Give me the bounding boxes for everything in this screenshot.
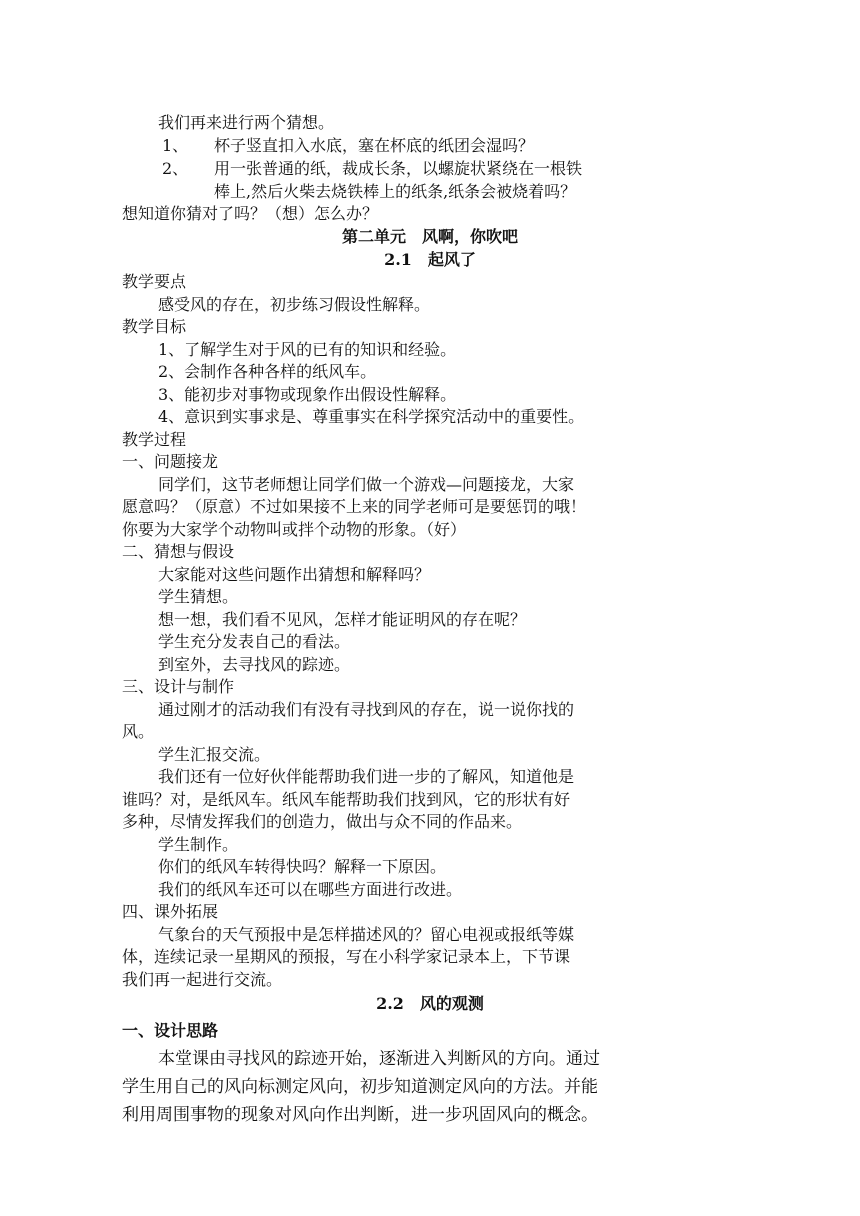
paragraph-line: 同学们，这节老师想让同学们做一个游戏—问题接龙，大家 (158, 475, 575, 494)
intro-line: 想知道你猜对了吗？（想）怎么办？ (122, 204, 379, 223)
goal-item: 1、了解学生对于风的已有的知识和经验。 (158, 340, 457, 359)
section-heading: 教学目标 (122, 317, 187, 336)
paragraph-line: 感受风的存在，初步练习假设性解释。 (158, 295, 431, 314)
goal-item: 4、意识到实事求是、尊重事实在科学探究活动中的重要性。 (158, 407, 585, 426)
question-text-continued: 棒上,然后火柴去烧铁棒上的纸条,纸条会被烧着吗？ (214, 182, 577, 201)
paragraph-line: 气象台的天气预报中是怎样描述风的？留心电视或报纸等媒 (158, 925, 575, 944)
paragraph-line: 学生汇报交流。 (158, 745, 271, 764)
paragraph-line: 你要为大家学个动物叫或拌个动物的形象。（好） (122, 520, 467, 539)
goal-item: 3、能初步对事物或现象作出假设性解释。 (158, 385, 457, 404)
paragraph-line: 我们的纸风车还可以在哪些方面进行改进。 (158, 880, 463, 899)
paragraph-line: 学生猜想。 (158, 587, 239, 606)
section-heading: 教学过程 (122, 430, 187, 449)
paragraph-line: 谁吗？对，是纸风车。纸风车能帮助我们找到风，它的形状有好 (122, 790, 571, 809)
question-number: 1、 (162, 136, 189, 155)
goal-item: 2、会制作各种各样的纸风车。 (158, 362, 377, 381)
unit-title: 第二单元 风啊，你吹吧 (341, 227, 518, 246)
subsection-heading: 一、设计思路 (122, 1021, 219, 1040)
subsection-heading: 三、设计与制作 (122, 677, 235, 696)
question-text: 用一张普通的纸，裁成长条，以螺旋状紧绕在一根铁 (214, 159, 583, 178)
paragraph-line: 大家能对这些问题作出猜想和解释吗？ (158, 565, 431, 584)
paragraph-line: 你们的纸风车转得快吗？解释一下原因。 (158, 857, 447, 876)
paragraph-line: 我们还有一位好伙伴能帮助我们进一步的了解风，知道他是 (158, 767, 575, 786)
paragraph-line: 利用周围事物的现象对风向作出判断，进一步巩固风向的概念。 (122, 1105, 598, 1125)
question-text: 杯子竖直扣入水底，塞在杯底的纸团会湿吗？ (214, 136, 535, 155)
section-heading: 教学要点 (122, 272, 187, 291)
intro-line: 我们再来进行两个猜想。 (158, 113, 335, 132)
paragraph-line: 风。 (122, 722, 155, 741)
paragraph-line: 到室外，去寻找风的踪迹。 (158, 655, 351, 674)
paragraph-line: 体，连续记录一星期风的预报，写在小科学家记录本上，下节课 (122, 947, 571, 966)
subsection-heading: 四、课外拓展 (122, 902, 219, 921)
question-number: 2、 (162, 159, 189, 178)
paragraph-line: 学生制作。 (158, 835, 239, 854)
paragraph-line: 想一想，我们看不见风，怎样才能证明风的存在呢？ (158, 610, 527, 629)
paragraph-line: 学生充分发表自己的看法。 (158, 632, 351, 651)
paragraph-line: 愿意吗？（原意）不过如果接不上来的同学老师可是要惩罚的哦！ (122, 497, 587, 516)
lesson-title: 2.1 起风了 (384, 250, 476, 269)
paragraph-line: 学生用自己的风向标测定风向，初步知道测定风向的方法。并能 (122, 1077, 598, 1097)
subsection-heading: 二、猜想与假设 (122, 542, 235, 561)
paragraph-line: 本堂课由寻找风的踪迹开始，逐渐进入判断风的方向。通过 (158, 1049, 600, 1069)
paragraph-line: 我们再一起进行交流。 (122, 970, 283, 989)
lesson-title: 2.2 风的观测 (376, 994, 484, 1013)
subsection-heading: 一、问题接龙 (122, 452, 219, 471)
paragraph-line: 通过刚才的活动我们有没有寻找到风的存在，说一说你找的 (158, 700, 575, 719)
paragraph-line: 多种，尽情发挥我们的创造力，做出与众不同的作品来。 (122, 812, 523, 831)
